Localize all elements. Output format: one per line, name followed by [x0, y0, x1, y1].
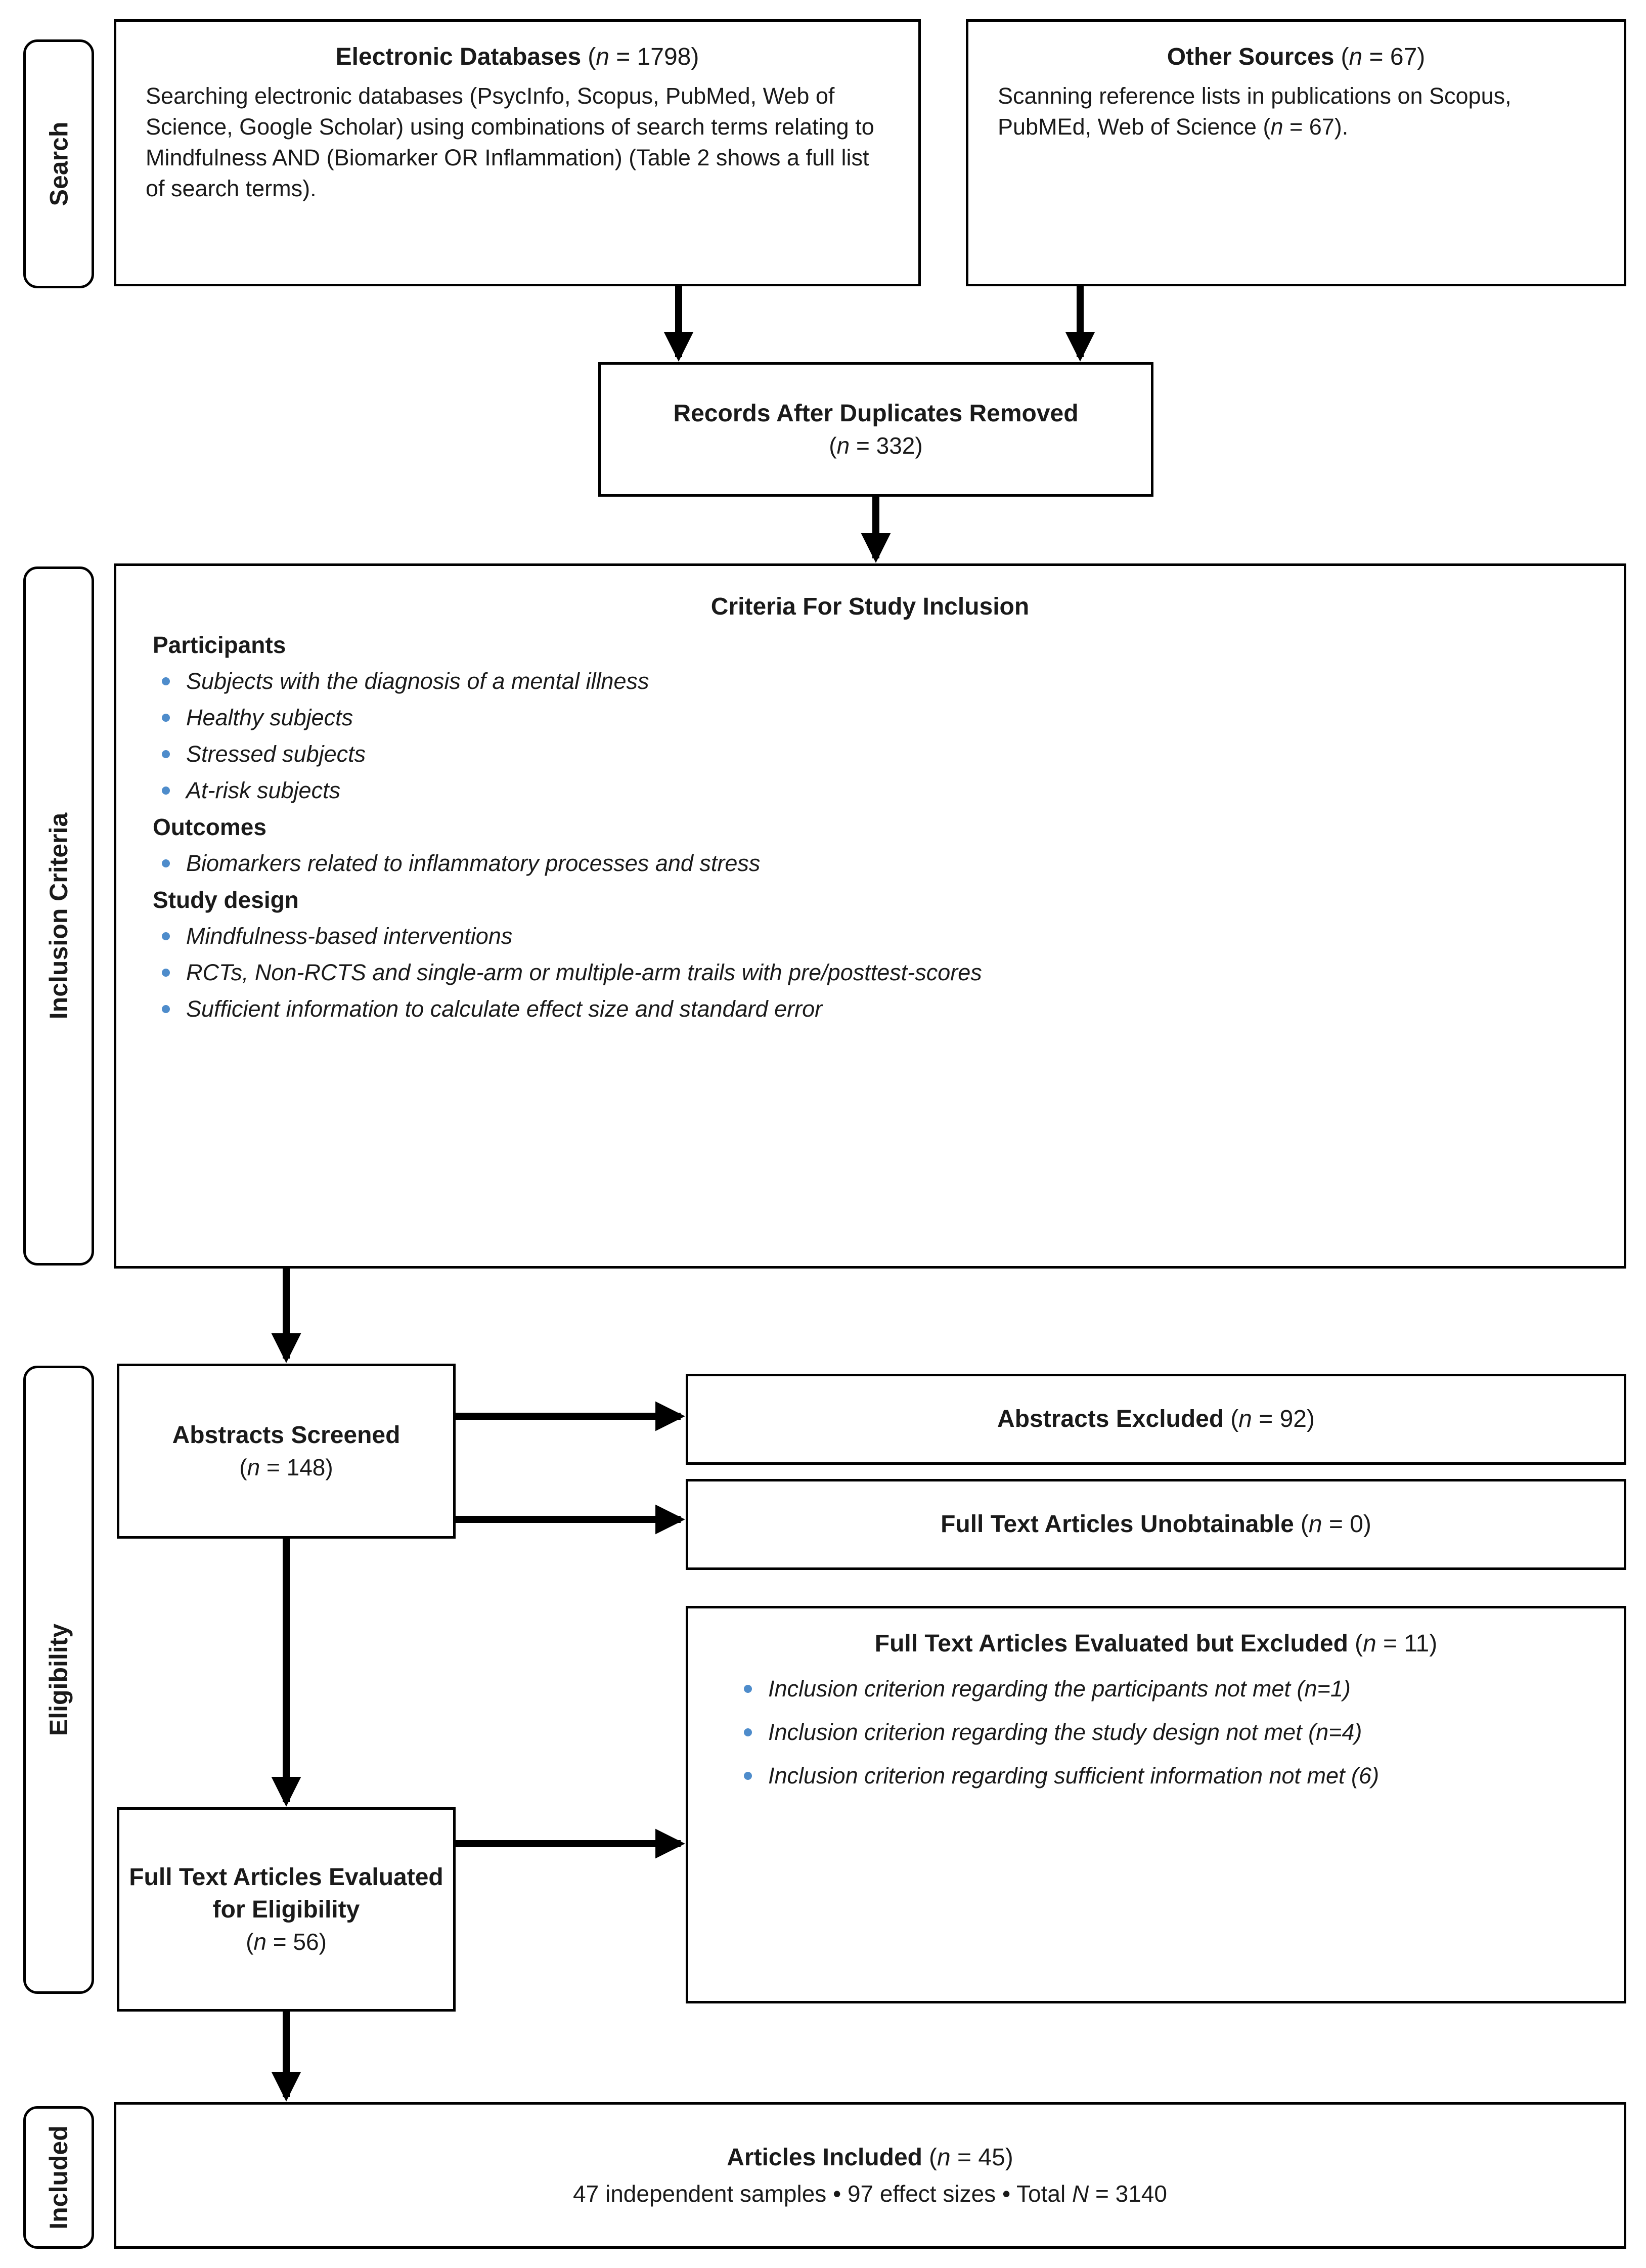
bullet-icon — [162, 714, 170, 722]
title-text: Full Text Articles Evaluated but Excluded — [874, 1630, 1348, 1657]
bullet-icon — [162, 787, 170, 795]
criteria-item-row — [153, 772, 1587, 809]
records-after-duplicates-title: Records After Duplicates Removed — [673, 400, 1079, 427]
count-text: (n = 67) — [1341, 43, 1426, 70]
count-text: (n = 11) — [1355, 1630, 1438, 1657]
bullet-icon — [744, 1728, 752, 1736]
criteria-item: RCTs, Non-RCTS and single-arm or multiple-arm trails with pre/posttest-scores — [186, 959, 982, 985]
criteria-item: Healthy subjects — [186, 705, 353, 730]
stage-label-included — [23, 2106, 94, 2249]
bullet-icon — [162, 1005, 170, 1013]
electronic-databases-box — [114, 19, 921, 286]
stage-label-eligibility-text: Eligibility — [45, 1623, 73, 1736]
criteria-section-outcomes: Outcomes — [153, 814, 266, 840]
criteria-item-row — [153, 736, 1587, 772]
other-sources-description: Scanning reference lists in publications on Scopus, PubMEd, Web of Science (n = 67). — [998, 83, 1511, 140]
full-text-excluded-box — [686, 1606, 1626, 2003]
inclusion-criteria-title: Criteria For Study Inclusion — [710, 593, 1030, 620]
criteria-item: Sufficient information to calculate effect size and standard error — [186, 996, 823, 1022]
criteria-item: At-risk subjects — [186, 777, 341, 803]
exclusion-item: Inclusion criterion regarding the participants not met (n=1) — [768, 1676, 1351, 1702]
electronic-databases-description: Searching electronic databases (PsycInfo, Scopus, PubMed, Web of Science, Google Scholar) using combinations of search terms relating to Mindfulness AND (Biomarker OR Inflammation) (Table 2 shows a full list of search terms). — [146, 83, 874, 201]
criteria-item: Stressed subjects — [186, 741, 366, 767]
title-text: Articles Included — [727, 2144, 922, 2171]
full-text-evaluated-box — [117, 1807, 456, 2012]
bullet-icon — [162, 750, 170, 758]
records-after-duplicates-box — [598, 362, 1153, 497]
records-after-duplicates-count: (n = 332) — [829, 432, 923, 459]
count-text: (n = 0) — [1300, 1511, 1371, 1538]
exclusion-item: Inclusion criterion regarding sufficient information not met (6) — [768, 1763, 1380, 1789]
title-text: Other Sources — [1167, 43, 1334, 70]
full-text-evaluated-count: (n = 56) — [246, 1929, 327, 1955]
electronic-databases-title — [146, 41, 889, 73]
criteria-item-row — [153, 991, 1587, 1027]
criteria-item: Biomarkers related to inflammatory processes and stress — [186, 850, 761, 876]
stage-label-eligibility — [23, 1366, 94, 1994]
bullet-icon — [162, 932, 170, 940]
articles-included-title — [727, 2142, 1013, 2174]
title-text: Full Text Articles Unobtainable — [941, 1511, 1294, 1538]
exclusion-item-row — [735, 1667, 1577, 1711]
bullet-icon — [162, 969, 170, 977]
count-text: (n = 1798) — [588, 43, 699, 70]
criteria-section-study-design: Study design — [153, 887, 299, 913]
bullet-icon — [744, 1685, 752, 1693]
abstracts-screened-count: (n = 148) — [239, 1454, 333, 1480]
full-text-evaluated-title: Full Text Articles Evaluated for Eligibility — [129, 1864, 443, 1923]
other-sources-box — [966, 19, 1626, 286]
criteria-item: Mindfulness-based interventions — [186, 923, 513, 949]
stage-label-included-text: Included — [45, 2125, 73, 2230]
stage-label-inclusion-criteria — [23, 566, 94, 1266]
count-text: (n = 92) — [1230, 1406, 1315, 1432]
criteria-item-row — [153, 845, 1587, 882]
abstracts-screened-box — [117, 1364, 456, 1539]
full-text-excluded-title — [735, 1624, 1577, 1664]
title-text: Abstracts Excluded — [997, 1406, 1224, 1432]
abstracts-screened-title: Abstracts Screened — [172, 1422, 401, 1449]
stage-label-search — [23, 39, 94, 288]
bullet-icon — [162, 677, 170, 685]
articles-included-box — [114, 2102, 1626, 2249]
title-text: Electronic Databases — [335, 43, 582, 70]
other-sources-title — [998, 41, 1594, 73]
abstracts-excluded-title — [997, 1403, 1315, 1435]
bullet-icon — [744, 1772, 752, 1780]
full-text-unobtainable-title — [941, 1508, 1371, 1541]
exclusion-item-row — [735, 1754, 1577, 1798]
criteria-item-row — [153, 954, 1587, 991]
bullet-icon — [162, 859, 170, 867]
count-text: (n = 45) — [929, 2144, 1013, 2171]
inclusion-criteria-box — [114, 563, 1626, 1269]
exclusion-item: Inclusion criterion regarding the study design not met (n=4) — [768, 1719, 1362, 1745]
stage-label-search-text: Search — [45, 121, 73, 206]
stage-label-inclusion-criteria-text: Inclusion Criteria — [45, 812, 73, 1020]
criteria-item-row — [153, 663, 1587, 700]
exclusion-item-row — [735, 1711, 1577, 1754]
full-text-unobtainable-box — [686, 1479, 1626, 1570]
criteria-item: Subjects with the diagnosis of a mental illness — [186, 668, 649, 694]
abstracts-excluded-box — [686, 1374, 1626, 1465]
criteria-item-row — [153, 918, 1587, 954]
articles-included-summary: 47 independent samples • 97 effect sizes • Total N = 3140 — [573, 2180, 1167, 2207]
criteria-item-row — [153, 700, 1587, 736]
criteria-section-participants: Participants — [153, 632, 286, 658]
